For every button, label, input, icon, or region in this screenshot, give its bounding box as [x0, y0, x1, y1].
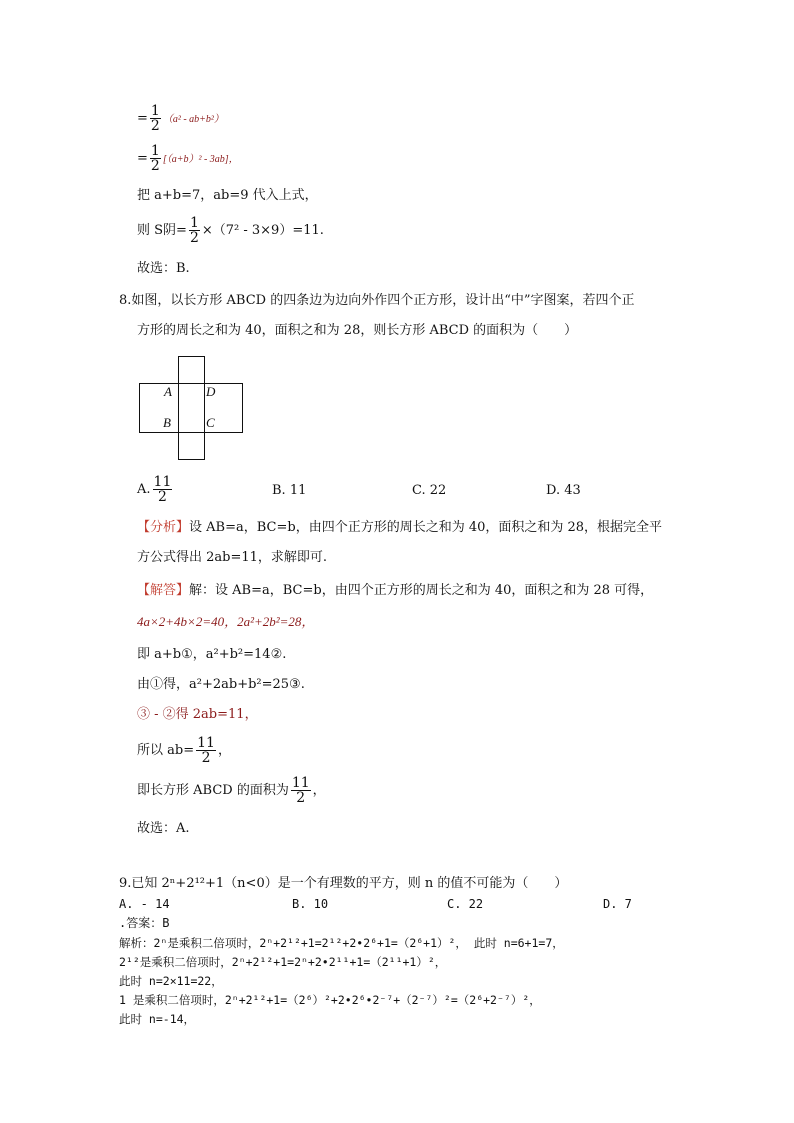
q8-step-1: 4a×2+4b×2=40，2a²+2b²=28， — [137, 614, 315, 629]
q8-option-c: C. 22 — [412, 483, 447, 498]
q9-sol-5: 此时 n=-14， — [119, 1012, 196, 1026]
q8-step-2: 即 a+b①，a²+b²=14②. — [137, 647, 287, 662]
q8-stem-line-2: 方形的周长之和为 40，面积之和为 28，则长方形 ABCD 的面积为（ ） — [137, 323, 578, 338]
q8-answer-1: 【解答】解：设 AB=a，BC=b，由四个正方形的周长之和为 40，面积之和为 28 可得， — [137, 583, 654, 598]
prev-line-2: = $\frac{1}{2}$ [（a+b）² - 3ab]， — [137, 143, 239, 174]
equals-sign: = — [137, 111, 148, 126]
q9-option-a: A. - 14 — [119, 897, 170, 911]
outer-square-left — [139, 383, 179, 433]
prev-expr-1: （a² - ab+b²） — [162, 114, 224, 125]
q9-sol-1: 解析：2ⁿ是乘积二倍项时，2ⁿ+2¹²+1=2¹²+2•2⁶+1=（2⁶+1）²， 此时 n=6+1=7， — [119, 936, 564, 950]
prev-expr-2: [（a+b）² - 3ab]， — [162, 154, 239, 165]
fraction-half: $\frac{1}{2}$ — [150, 103, 160, 134]
q8-step-5: 所以 ab= $\frac{11}{2}$ ， — [137, 735, 231, 766]
q9-sol-4: 1 是乘积二倍项时，2ⁿ+2¹²+1=（2⁶）²+2•2⁶•2⁻⁷+（2⁻⁷）²=（2⁶+2⁻⁷）²， — [119, 993, 541, 1007]
q9-option-c: C. 22 — [447, 897, 484, 911]
q8-final: 故选：A. — [137, 821, 190, 836]
label-a: A — [164, 384, 172, 399]
q8-option-d: D. 43 — [546, 483, 581, 498]
q9-answer: .答案：B — [119, 916, 170, 930]
q8-analysis-2: 方公式得出 2ab=11，求解即可. — [137, 550, 328, 565]
q9-option-b: B. 10 — [292, 897, 329, 911]
q8-step-6: 即长方形 ABCD 的面积为 $\frac{11}{2}$ ， — [137, 775, 326, 806]
prev-line-3: 把 a+b=7，ab=9 代入上式， — [137, 188, 318, 203]
answer-tag: 【解答】 — [137, 583, 190, 598]
q8-analysis-1: 【分析】设 AB=a，BC=b，由四个正方形的周长之和为 40，面积之和为 28，根据完全平 — [137, 520, 663, 535]
prev-line-5: 故选：B. — [137, 261, 190, 276]
label-c: C — [206, 415, 215, 430]
prev-line-4: 则 S阴= $\frac{1}{2}$ ×（7² - 3×9）=11. — [137, 215, 324, 246]
q9-sol-2: 2¹²是乘积二倍项时，2ⁿ+2¹²+1=2ⁿ+2•2¹¹+1=（2¹¹+1）²， — [119, 955, 447, 969]
fraction-half: $\frac{1}{2}$ — [150, 143, 160, 174]
q9-option-d: D. 7 — [603, 897, 632, 911]
outer-square-top — [178, 356, 205, 384]
q9-stem: 9.已知 2ⁿ+2¹²+1（n<0）是一个有理数的平方，则 n 的值不可能为（ ） — [119, 876, 568, 891]
prev-line-1 — [137, 104, 224, 133]
q8-stem-line-1: 8.如图，以长方形 ABCD 的四条边为边向外作四个正方形，设计出“中”字图案，若四个正 — [119, 293, 635, 308]
rectangle-abcd — [178, 383, 205, 433]
q8-option-b: B. 11 — [272, 483, 307, 498]
q8-step-4: ③ - ②得 2ab=11， — [137, 707, 258, 722]
analysis-tag: 【分析】 — [137, 520, 190, 535]
q9-sol-3: 此时 n=2×11=22， — [119, 974, 223, 988]
zhong-figure — [139, 356, 243, 460]
q8-step-3: 由①得，a²+2ab+b²=25③. — [137, 677, 305, 692]
outer-square-bottom — [178, 432, 205, 460]
label-d: D — [206, 384, 216, 399]
label-b: B — [163, 415, 171, 430]
q8-option-a: A. $\frac{11}{2}$ — [137, 474, 172, 505]
